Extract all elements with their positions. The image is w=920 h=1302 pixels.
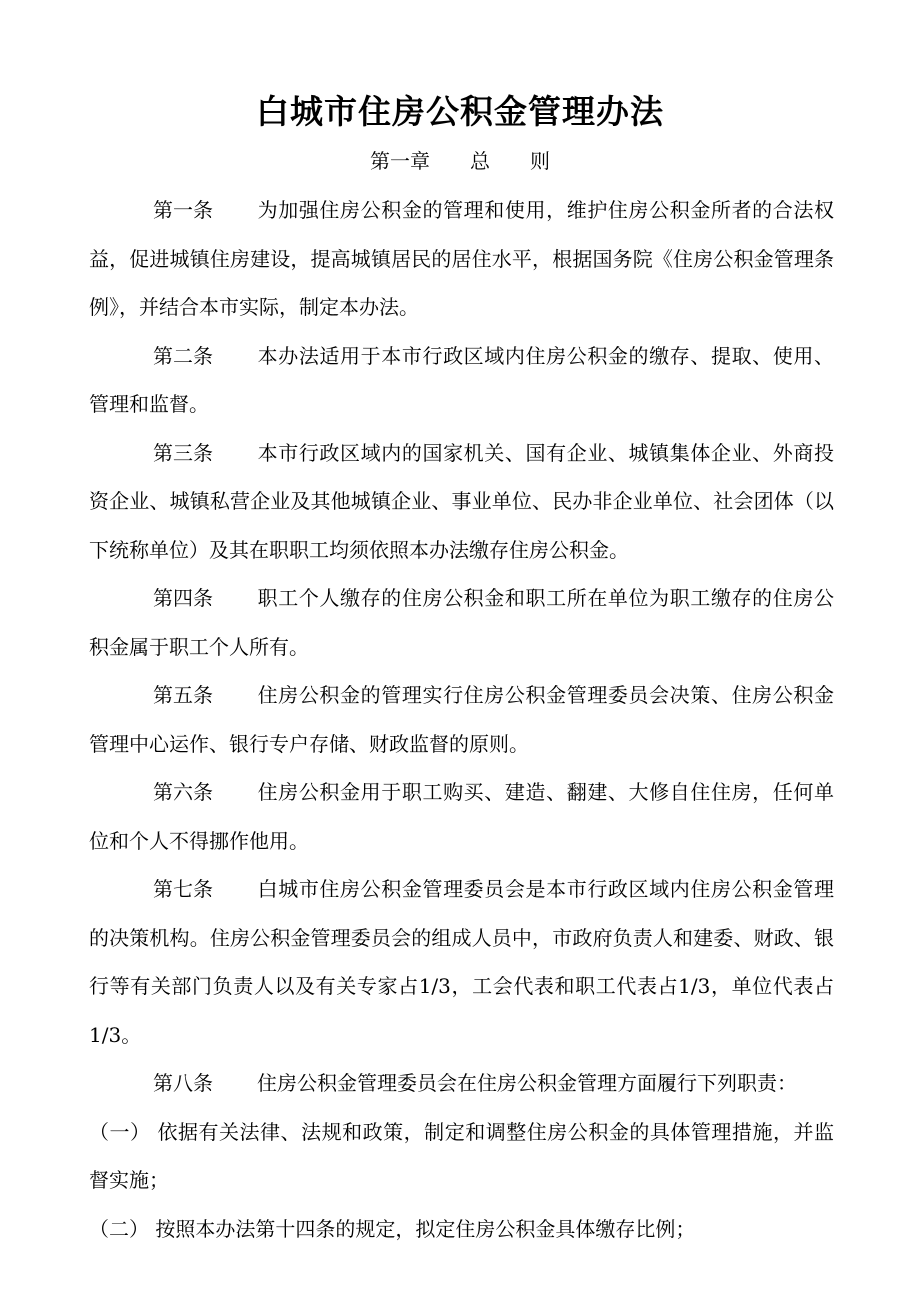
article-text: 本办法适用于本市行政区域内住房公积金的缴存、提取、使用、管理和监督。 — [89, 343, 834, 416]
list-item — [89, 1108, 834, 1205]
item-number: （二） — [89, 1216, 149, 1241]
article-4 — [89, 574, 834, 671]
item-text: 按照本办法第十四条的规定，拟定住房公积金具体缴存比例； — [155, 1216, 696, 1241]
article-number: 第六条 — [153, 780, 213, 804]
article-3 — [89, 429, 834, 575]
article-text: 为加强住房公积金的管理和使用，维护住房公积金所者的合法权益，促进城镇住房建设，提高城镇居民的居住水平，根据国务院《住房公积金管理条例》，并结合本市实际，制定本办法。 — [89, 198, 834, 319]
chapter-heading: 第一章 总 则 — [370, 149, 550, 173]
document-body — [89, 186, 834, 1253]
list-item — [89, 1205, 834, 1254]
article-text: 职工个人缴存的住房公积金和职工所在单位为职工缴存的住房公积金属于职工个人所有。 — [89, 586, 834, 659]
item-text: 依据有关法律、法规和政策，制定和调整住房公积金的具体管理措施，并监督实施； — [89, 1119, 835, 1192]
document-title: 白城市住房公积金管理办法 — [256, 92, 664, 131]
article-number: 第二条 — [153, 343, 213, 368]
article-2 — [89, 332, 834, 429]
article-text: 本市行政区域内的国家机关、国有企业、城镇集体企业、外商投资企业、城镇私营企业及其他城镇企业、事业单位、民办非企业单位、社会团体（以下统称单位）及其在职职工均须依照本办法缴存住房公积金。 — [89, 440, 834, 562]
item-number: （一） — [89, 1119, 151, 1144]
article-text: 住房公积金管理委员会在住房公积金管理方面履行下列职责： — [257, 1071, 797, 1095]
article-number: 第七条 — [153, 877, 213, 901]
article-text: 白城市住房公积金管理委员会是本市行政区域内住房公积金管理的决策机构。住房公积金管理委员会的组成人员中，市政府负责人和建委、财政、银行等有关部门负责人以及有关专家占1/3，工会代表和职工代表占1/3，单位代表占1/3。 — [89, 877, 834, 1047]
article-5 — [89, 671, 834, 768]
article-number: 第四条 — [153, 586, 213, 610]
article-text: 住房公积金用于职工购买、建造、翻建、大修自住住房，任何单位和个人不得挪作他用。 — [89, 780, 834, 853]
article-number: 第三条 — [153, 440, 213, 465]
article-number: 第八条 — [153, 1071, 213, 1095]
article-number: 第五条 — [153, 683, 213, 707]
article-7 — [89, 865, 834, 1059]
article-1 — [89, 186, 834, 332]
article-8 — [89, 1059, 834, 1108]
article-number: 第一条 — [153, 198, 213, 222]
article-6 — [89, 768, 834, 865]
article-text: 住房公积金的管理实行住房公积金管理委员会决策、住房公积金管理中心运作、银行专户存储、财政监督的原则。 — [89, 683, 834, 756]
